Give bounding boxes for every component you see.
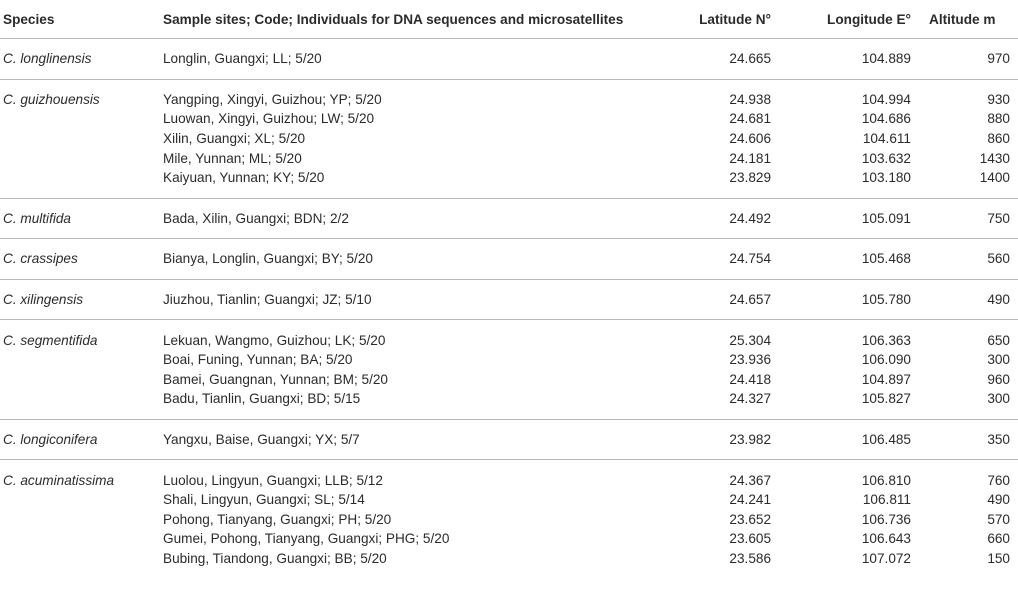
species-cell — [0, 198, 163, 239]
longitude-cell: 104.889 — [771, 39, 911, 80]
altitude-cell: 560 — [911, 239, 1018, 280]
longitude-cell: 104.611 — [862, 131, 911, 147]
species-cell — [0, 168, 163, 198]
longitude-cell: 106.485 — [771, 419, 911, 460]
sample-site-cell: Luowan, Xingyi, Guizhou; LW; 5/20 — [163, 111, 375, 127]
sample-site-cell: Yangxu, Baise, Guangxi; YX; 5/7 — [163, 419, 633, 460]
longitude-cell: 107.072 — [861, 550, 911, 566]
species-cell — [0, 320, 163, 350]
species-name: C. crassipes — [3, 251, 78, 267]
table-row — [0, 490, 1018, 510]
table-row — [0, 370, 1018, 390]
header-species: Species — [0, 0, 163, 39]
species-cell — [0, 490, 163, 510]
longitude-cell: 105.780 — [771, 279, 911, 320]
table-row — [0, 168, 1018, 198]
altitude-cell: 930 — [987, 91, 1010, 107]
longitude-cell: 105.468 — [771, 239, 911, 280]
longitude-cell: 104.686 — [861, 111, 911, 127]
latitude-cell: 24.657 — [633, 279, 771, 320]
sample-site-cell: Luolou, Lingyun, Guangxi; LLB; 5/12 — [163, 472, 383, 488]
latitude-cell: 24.327 — [633, 389, 771, 419]
longitude-cell: 106.811 — [862, 492, 911, 508]
table-row — [0, 350, 1018, 370]
latitude-cell: 24.681 — [729, 111, 771, 127]
longitude-cell: 106.736 — [861, 511, 911, 527]
species-cell — [0, 350, 163, 370]
sample-site-cell: Mile, Yunnan; ML; 5/20 — [163, 150, 302, 166]
latitude-cell: 24.606 — [729, 131, 771, 147]
species-name: C. guizhouensis — [3, 91, 100, 107]
altitude-cell: 860 — [987, 131, 1010, 147]
species-cell — [0, 109, 163, 129]
sample-site-cell: Yangping, Xingyi, Guizhou; YP; 5/20 — [163, 91, 382, 107]
altitude-cell: 1400 — [911, 168, 1018, 198]
altitude-cell: 150 — [987, 550, 1010, 566]
longitude-cell: 106.810 — [861, 472, 911, 488]
sample-site-cell: Gumei, Pohong, Tianyang, Guangxi; PHG; 5/20 — [163, 531, 450, 547]
species-cell — [0, 510, 163, 530]
table-row — [0, 279, 1018, 320]
longitude-cell: 104.994 — [861, 91, 911, 107]
table-row — [0, 39, 1018, 80]
table-row — [0, 129, 1018, 149]
latitude-cell: 24.492 — [633, 198, 771, 239]
altitude-cell: 650 — [987, 332, 1010, 348]
latitude-cell: 24.938 — [729, 91, 771, 107]
sample-site-cell: Bubing, Tiandong, Guangxi; BB; 5/20 — [163, 550, 387, 566]
sample-site-cell: Lekuan, Wangmo, Guizhou; LK; 5/20 — [163, 332, 386, 348]
sample-site-cell: Bianya, Longlin, Guangxi; BY; 5/20 — [163, 239, 633, 280]
species-name: C. multifida — [3, 210, 71, 226]
altitude-cell: 490 — [911, 279, 1018, 320]
species-cell — [0, 39, 163, 80]
species-cell — [0, 460, 163, 490]
species-cell — [0, 279, 163, 320]
latitude-cell: 23.829 — [633, 168, 771, 198]
species-cell — [0, 419, 163, 460]
header-altitude: Altitude m — [911, 0, 1018, 39]
sample-site-cell: Bamei, Guangnan, Yunnan; BM; 5/20 — [163, 371, 388, 387]
altitude-cell: 960 — [987, 371, 1010, 387]
longitude-cell: 103.180 — [771, 168, 911, 198]
table-row — [0, 79, 1018, 109]
altitude-cell: 760 — [987, 472, 1010, 488]
latitude-cell: 23.605 — [729, 531, 771, 547]
header-sample-sites: Sample sites; Code; Individuals for DNA sequences and microsatellites — [163, 0, 633, 39]
sample-site-cell: Boai, Funing, Yunnan; BA; 5/20 — [163, 352, 353, 368]
latitude-cell: 23.936 — [729, 352, 771, 368]
species-cell — [0, 148, 163, 168]
longitude-cell: 106.363 — [861, 332, 911, 348]
sample-site-cell: Longlin, Guangxi; LL; 5/20 — [163, 39, 633, 80]
altitude-cell: 660 — [987, 531, 1010, 547]
longitude-cell: 106.643 — [861, 531, 911, 547]
latitude-cell: 25.304 — [729, 332, 771, 348]
header-longitude: Longitude E° — [771, 0, 911, 39]
table-row — [0, 320, 1018, 350]
latitude-cell: 23.982 — [633, 419, 771, 460]
latitude-cell: 23.652 — [729, 511, 771, 527]
latitude-cell: 24.181 — [729, 150, 771, 166]
longitude-cell: 103.632 — [861, 150, 911, 166]
table-row — [0, 510, 1018, 530]
species-name: C. segmentifida — [3, 332, 98, 348]
longitude-cell: 105.091 — [771, 198, 911, 239]
altitude-cell: 300 — [911, 389, 1018, 419]
table-row — [0, 549, 1018, 573]
species-name: C. longlinensis — [3, 51, 92, 67]
sample-site-cell: Jiuzhou, Tianlin; Guangxi; JZ; 5/10 — [163, 279, 633, 320]
latitude-cell: 24.241 — [729, 492, 771, 508]
altitude-cell: 570 — [987, 511, 1010, 527]
sample-site-cell: Kaiyuan, Yunnan; KY; 5/20 — [163, 168, 633, 198]
altitude-cell: 750 — [911, 198, 1018, 239]
longitude-cell: 104.897 — [861, 371, 911, 387]
sample-site-cell: Pohong, Tianyang, Guangxi; PH; 5/20 — [163, 511, 392, 527]
latitude-cell: 23.586 — [729, 550, 771, 566]
altitude-cell: 490 — [987, 492, 1010, 508]
species-name: C. longiconifera — [3, 432, 98, 448]
altitude-cell: 880 — [987, 111, 1010, 127]
sample-site-cell: Xilin, Guangxi; XL; 5/20 — [163, 131, 306, 147]
altitude-cell: 1430 — [979, 150, 1010, 166]
sample-site-cell: Badu, Tianlin, Guangxi; BD; 5/15 — [163, 389, 633, 419]
latitude-cell: 24.418 — [729, 371, 771, 387]
altitude-cell: 350 — [911, 419, 1018, 460]
species-name: C. xilingensis — [3, 292, 84, 308]
header-row — [0, 0, 1018, 39]
latitude-cell: 24.665 — [633, 39, 771, 80]
table-row — [0, 419, 1018, 460]
table-row — [0, 460, 1018, 490]
table-row — [0, 148, 1018, 168]
species-cell — [0, 239, 163, 280]
species-cell — [0, 549, 163, 573]
latitude-cell: 24.754 — [633, 239, 771, 280]
table-body — [0, 39, 1018, 573]
table-row — [0, 109, 1018, 129]
species-cell — [0, 79, 163, 109]
longitude-cell: 106.090 — [861, 352, 911, 368]
header-latitude: Latitude N° — [633, 0, 771, 39]
sample-site-cell: Bada, Xilin, Guangxi; BDN; 2/2 — [163, 198, 633, 239]
table-row — [0, 389, 1018, 419]
species-cell — [0, 129, 163, 149]
latitude-cell: 24.367 — [729, 472, 771, 488]
altitude-cell: 970 — [911, 39, 1018, 80]
species-name: C. acuminatissima — [3, 472, 115, 488]
species-cell — [0, 370, 163, 390]
longitude-cell: 105.827 — [771, 389, 911, 419]
table-row — [0, 198, 1018, 239]
table-row — [0, 529, 1018, 549]
table-row — [0, 239, 1018, 280]
sample-site-cell: Shali, Lingyun, Guangxi; SL; 5/14 — [163, 492, 365, 508]
altitude-cell: 300 — [987, 352, 1010, 368]
species-cell — [0, 529, 163, 549]
species-cell — [0, 389, 163, 419]
